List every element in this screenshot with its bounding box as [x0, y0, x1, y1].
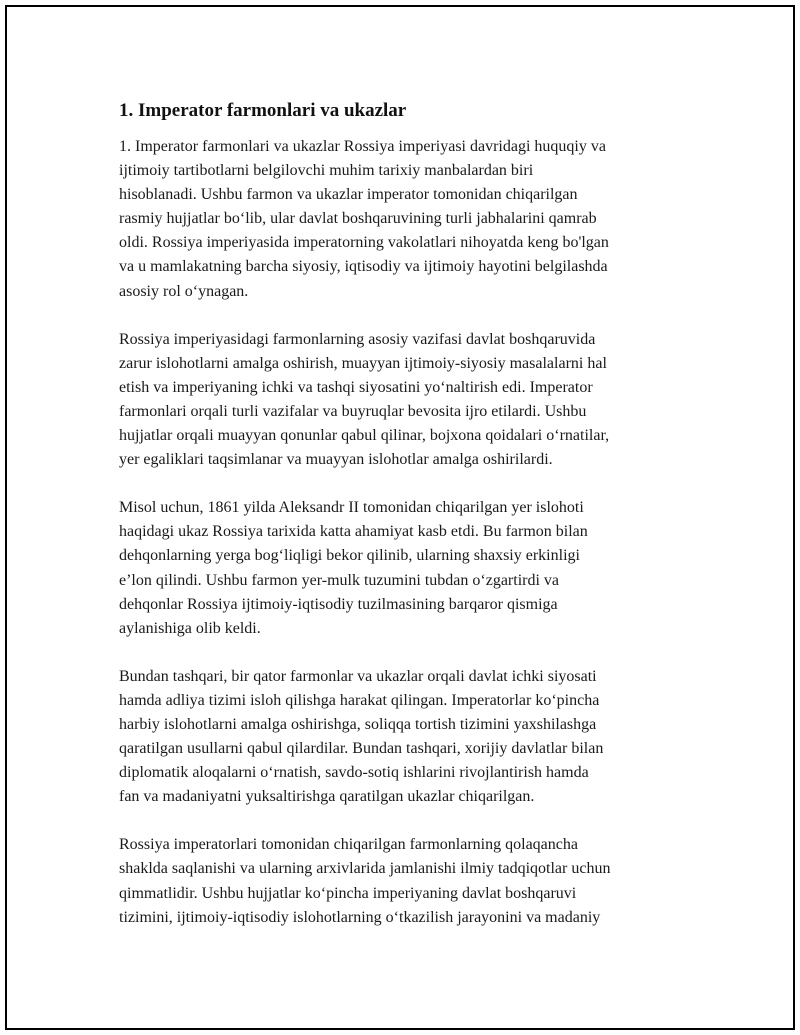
paragraph-3: Misol uchun, 1861 yilda Aleksandr II tomonidan chiqarilgan yer islohoti haqidagi ukaz Rossiya tarixida katta ahamiyat kasb etdi. Bu farmon bilan dehqonlarning yerga bog‘liqligi bekor qilinib, ularning shaxsiy erkinligi e’lon qilindi. Ushbu farmon yer-mulk tuzumini tubdan o‘zgartirdi va dehqonlar Rossiya ijtimoiy-iqtisodiy tuzilmasining barqaror qismiga aylanishiga olib keldi.	[119, 499, 588, 637]
document-body	[119, 95, 699, 954]
page-frame	[5, 5, 795, 1030]
paragraph-5: Rossiya imperatorlari tomonidan chiqarilgan farmonlarning qolaqancha shaklda saqlanishi va ularning arxivlarida jamlanishi ilmiy tadqiqotlar uchun qimmatlidir. Ushbu hujjatlar ko‘pincha imperiyaning davlat boshqaruvi tizimini, ijtimoiy-iqtisodiy islohotlarning o‘tkazilish jarayonini va madaniy	[119, 836, 611, 926]
paragraph-4: Bundan tashqari, bir qator farmonlar va ukazlar orqali davlat ichki siyosati hamda adliya tizimi isloh qilishga harakat qilingan. Imperatorlar ko‘pincha harbiy islohotlarni amalga oshirishga, soliqqa tortish tizimini yaxshilashga qaratilgan usullarni qabul qilardilar. Bundan tashqari, xorijiy davlatlar bilan diplomatik aloqalarni o‘rnatish, savdo-sotiq ishlarini rivojlantirish hamda fan va madaniyatni yuksaltirishga qaratilgan ukazlar chiqarilgan.	[119, 667, 604, 806]
paragraph-1: 1. Imperator farmonlari va ukazlar Rossiya imperiyasi davridagi huquqiy va ijtimoiy tartibotlarni belgilovchi muhim tarixiy manbalardan biri hisoblanadi. Ushbu farmon va ukazlar imperator tomonidan chiqarilgan rasmiy hujjatlar bo‘lib, ular davlat boshqaruvining turli jabhalarini qamrab oldi. Rossiya imperiyasida imperatorning vakolatlari nihoyatda keng bo'lgan va u mamlakatning barcha siyosiy, iqtisodiy va ijtimoiy hayotini belgilashda asosiy rol o‘ynagan.	[119, 138, 609, 300]
section-heading: 1. Imperator farmonlari va ukazlar	[119, 100, 407, 121]
paragraph-2: Rossiya imperiyasidagi farmonlarning asosiy vazifasi davlat boshqaruvida zarur islohotlarni amalga oshirish, muayyan ijtimoiy-siyosiy masalalarni hal etish va imperiyaning ichki va tashqi siyosatini yo‘naltirish edi. Imperator farmonlari orqali turli vazifalar va buyruqlar bevosita ijro etilardi. Ushbu hujjatlar orqali muayyan qonunlar qabul qilinar, bojxona qoidalari o‘rnatilar, yer egaliklari taqsimlanar va muayyan islohotlar amalga oshirilardi.	[119, 330, 610, 469]
